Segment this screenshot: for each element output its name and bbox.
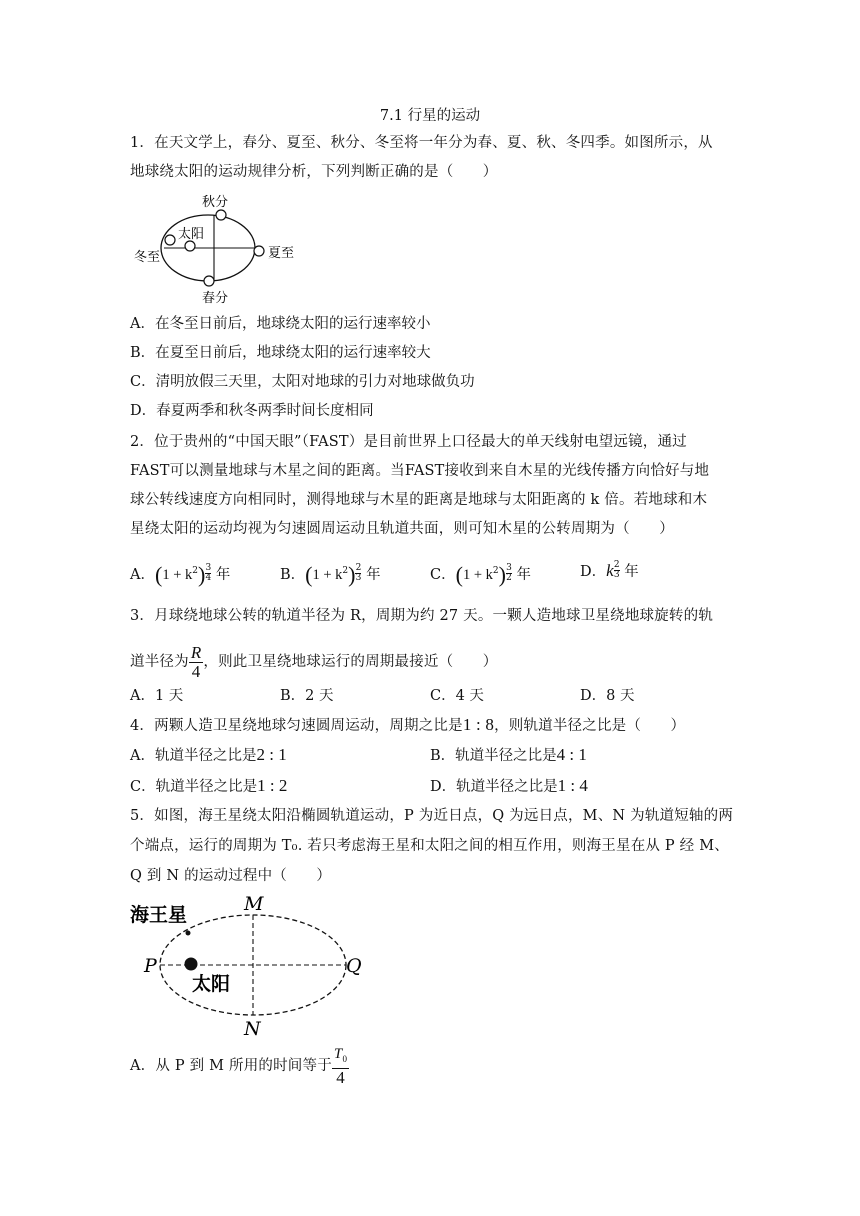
q4-option-c: C．轨道半径之比是1 : 2 [130, 776, 288, 795]
q2-line1: 2．位于贵州的“中国天眼”（FAST）是目前世界上口径最大的单天线射电望远镜，通过 [130, 434, 687, 450]
q1-option-b: B．在夏至日前后，地球绕太阳的运行速率较大 [130, 345, 431, 361]
q5-orbit-figure [128, 892, 378, 1042]
label-winter: 冬至 [134, 250, 161, 265]
label-spring: 春分 [202, 291, 229, 306]
label-P: P [144, 955, 157, 977]
q2-option-c: C．$(1 + k^2)$ $^{\frac{3}{2}}$ 年 [430, 561, 532, 587]
neptune-dot [186, 931, 191, 936]
q3-option-c: C．4 天 [430, 688, 484, 704]
q4-option-d: D．轨道半径之比是1 : 4 [430, 776, 588, 795]
q3-option-b: B．2 天 [280, 688, 334, 704]
q2-line3: 球公转线速度方向相同时，测得地球与木星的距离是地球与太阳距离的 k 倍。若地球和木 [130, 492, 708, 508]
q2-line2: FAST可以测量地球与木星之间的距离。当FAST接收到来自木星的光线传播方向恰好与地 [130, 463, 710, 479]
label-sun: 太阳 [178, 227, 205, 242]
q1-line2: 地球绕太阳的运动规律分析，下列判断正确的是（ ） [130, 164, 498, 180]
q5-option-a: A．从 P 到 M 所用的时间等于 $\frac{T_0}{4}$ [130, 1046, 348, 1087]
q3-line2: 道半径为 $\frac{R}{4}$ ，则此卫星绕地球运行的周期最接近（ ） [130, 642, 498, 681]
q5-fraction: $\frac{T_0}{4}$ [333, 1046, 348, 1087]
label-Q: Q [346, 955, 362, 977]
label-autumn: 秋分 [202, 195, 229, 210]
q2-line4: 星绕太阳的运动均视为匀速圆周运动且轨道共面，则可知木星的公转周期为（ ） [130, 521, 674, 537]
q3-option-d: D．8 天 [580, 688, 635, 704]
q5-line2: 个端点，运行的周期为 T₀. 若只考虑海王星和太阳之间的相互作用，则海王星在从 P 经 M、 [130, 838, 729, 854]
sun-dot [185, 958, 198, 971]
label-N: N [244, 1018, 261, 1040]
q4-option-a: A．轨道半径之比是2 : 1 [130, 745, 287, 764]
label-M: M [244, 893, 264, 915]
q1-line1: 1．在天文学上，春分、夏至、秋分、冬至将一年分为春、夏、秋、冬四季。如图所示，从 [130, 135, 713, 151]
q3-fraction: $\frac{R}{4}$ [190, 642, 202, 681]
q4-option-b: B．轨道半径之比是4 : 1 [430, 745, 587, 764]
q2-option-b: B．$(1 + k^2)$ $^{\frac{2}{3}}$ 年 [280, 561, 381, 587]
label-neptune: 海王星 [130, 904, 188, 926]
q3-line1: 3．月球绕地球公转的轨道半径为 R，周期为约 27 天。一颗人造地球卫星绕地球旋转的轨 [130, 608, 714, 624]
q1-option-d: D．春夏两季和秋冬两季时间长度相同 [130, 403, 374, 419]
q2-option-a: A．$(1 + k^2)$ $^{\frac{3}{4}}$ 年 [130, 561, 231, 587]
q3-option-a: A．1 天 [130, 688, 184, 704]
q1-option-c: C．清明放假三天里，太阳对地球的引力对地球做负功 [130, 374, 475, 390]
q5-line1: 5．如图，海王星绕太阳沿椭圆轨道运动，P 为近日点，Q 为远日点，M、N 为轨道短轴的两 [130, 808, 734, 824]
q4-line1: 4．两颗人造卫星绕地球匀速圆周运动，周期之比是1 : 8，则轨道半径之比是（ ） [130, 715, 686, 734]
label-sun-q5: 太阳 [192, 973, 231, 995]
page-title: 7.1 行星的运动 [379, 108, 481, 124]
label-summer: 夏至 [268, 246, 295, 261]
q1-option-a: A．在冬至日前后，地球绕太阳的运行速率较小 [130, 316, 431, 332]
q1-orbit-figure [128, 190, 318, 308]
q5-line3: Q 到 N 的运动过程中（ ） [130, 868, 332, 884]
q2-option-d: D．k $^{\frac{2}{3}}$ 年 [580, 560, 639, 580]
